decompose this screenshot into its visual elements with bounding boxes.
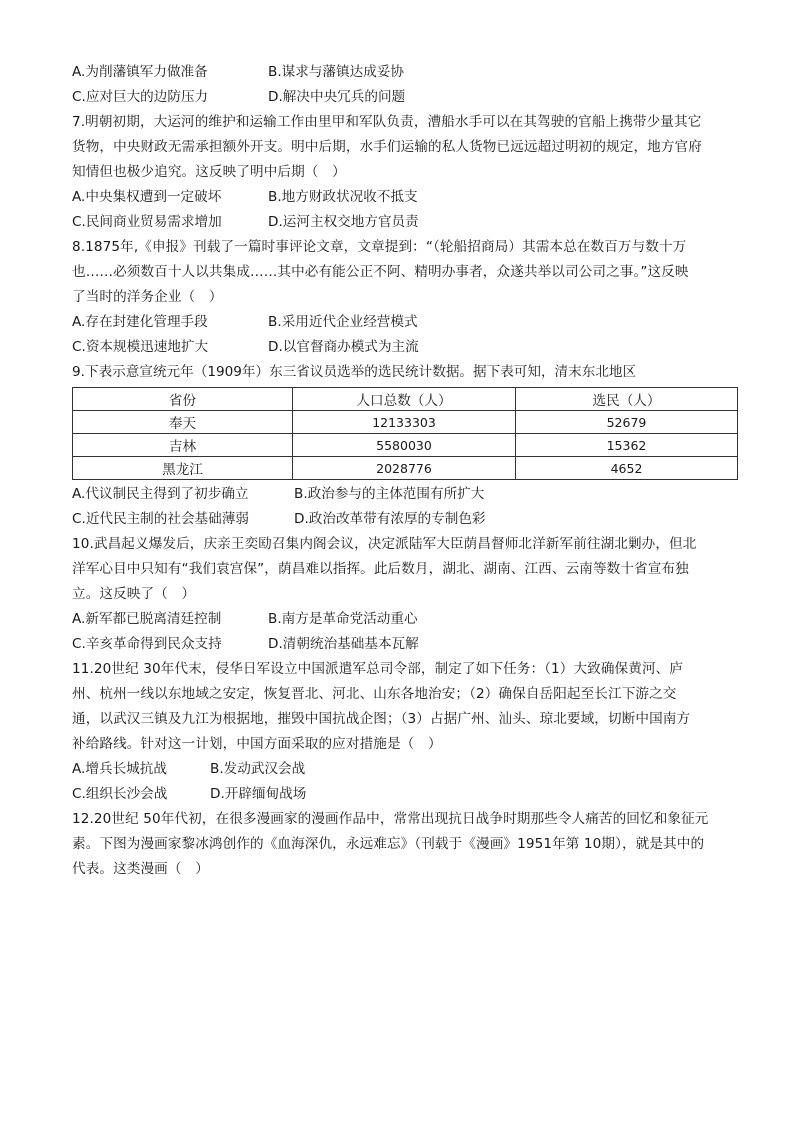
- q6-options-row1: [72, 60, 742, 85]
- q11-options-row2: [72, 782, 742, 807]
- q9-option-c[interactable]: C.近代民主制的社会基础薄弱: [72, 511, 249, 527]
- table-header-row: [73, 388, 738, 411]
- q7-stem-line: 7.明朝初期，大运河的维护和运输工作由里甲和军队负责，漕船水手可以在其驾驶的官船上携带少量其它: [72, 114, 702, 130]
- q6-option-d[interactable]: D.解决中央冗兵的问题: [268, 89, 406, 105]
- q9-option-b[interactable]: B.政治参与的主体范围有所扩大: [294, 486, 485, 502]
- q12-stem: [72, 807, 742, 882]
- q10-stem-line: 立。这反映了（ ）: [72, 586, 196, 602]
- q7-stem: [72, 110, 742, 185]
- table-cell-population: 5580030: [293, 434, 516, 457]
- q8-stem-line: 8.1875年,《申报》刊载了一篇时事评论文章，文章提到：“（轮船招商局）其需本总在数百万与数十万: [72, 239, 687, 255]
- q12-stem-line: 素。下图为漫画家黎冰鸿创作的《血海深仇，永远难忘》（刊载于《漫画》1951年第 10期），就是其中的: [72, 836, 705, 852]
- q8-stem-line: 也……必须数百十人以共集成……其中必有能公正不阿、精明办事者，众遂共举以司公司之事。”这反映: [72, 264, 689, 280]
- q6-option-a[interactable]: A.为削藩镇军力做准备: [72, 64, 208, 80]
- q9-options-row1: [72, 482, 742, 507]
- table-header-voters: 选民（人）: [516, 388, 738, 411]
- q10-stem: [72, 532, 742, 607]
- table-cell-voters: 4652: [516, 457, 738, 480]
- q11-option-a[interactable]: A.增兵长城抗战: [72, 761, 167, 777]
- table-row: [73, 434, 738, 457]
- q9-option-d[interactable]: D.政治改革带有浓厚的专制色彩: [294, 511, 486, 527]
- q8-options-row1: [72, 310, 742, 335]
- table-header-population: 人口总数（人）: [293, 388, 516, 411]
- q10-option-c[interactable]: C.辛亥革命得到民众支持: [72, 636, 222, 652]
- q7-options-row2: [72, 210, 742, 235]
- q9-option-a[interactable]: A.代议制民主得到了初步确立: [72, 486, 249, 502]
- q10-stem-line: 10.武昌起义爆发后，庆亲王奕劻召集内阁会议，决定派陆军大臣荫昌督师北洋新军前往湖北剿办，但北: [72, 536, 697, 552]
- q7-option-b[interactable]: B.地方财政状况收不抵支: [268, 189, 418, 205]
- q8-option-c[interactable]: C.资本规模迅速地扩大: [72, 339, 209, 355]
- q12-stem-line: 12.20世纪 50年代初，在很多漫画家的漫画作品中，常常出现抗日战争时期那些令人痛苦的回忆和象征元: [72, 811, 709, 827]
- table-cell-province: 奉天: [73, 411, 293, 434]
- q10-stem-line: 洋军心目中只知有“我们袁宫保”，荫昌难以指挥。此后数月，湖北、湖南、江西、云南等数十省宣布独: [72, 561, 689, 577]
- q6-option-b[interactable]: B.谋求与藩镇达成妥协: [268, 64, 404, 80]
- q11-option-c[interactable]: C.组织长沙会战: [72, 786, 168, 802]
- q8-option-b[interactable]: B.采用近代企业经营模式: [268, 314, 418, 330]
- table-header-province: 省份: [73, 388, 293, 411]
- table-cell-province: 吉林: [73, 434, 293, 457]
- q9-options-row2: [72, 507, 742, 532]
- table-cell-population: 2028776: [293, 457, 516, 480]
- q11-options-row1: [72, 757, 742, 782]
- q6-options-row2: [72, 85, 742, 110]
- q11-option-b[interactable]: B.发动武汉会战: [210, 761, 306, 777]
- table-row: [73, 411, 738, 434]
- table-row: [73, 457, 738, 480]
- q11-option-d[interactable]: D.开辟缅甸战场: [210, 786, 307, 802]
- q11-stem-line: 通，以武汉三镇及九江为根据地，摧毁中国抗战企图；（3）占据广州、汕头、琼北要域，切断中国南方: [72, 711, 691, 727]
- table-cell-population: 12133303: [293, 411, 516, 434]
- q8-stem: [72, 235, 742, 310]
- q11-stem-line: 州、杭州一线以东地域之安定，恢复晋北、河北、山东各地治安；（2）确保自岳阳起至长江下游之交: [72, 686, 677, 702]
- q11-stem-line: 补给路线。针对这一计划，中国方面采取的应对措施是（ ）: [72, 736, 442, 752]
- q8-option-d[interactable]: D.以官督商办模式为主流: [268, 339, 419, 355]
- exam-page: [72, 60, 742, 882]
- q11-stem-line: 11.20世纪 30年代末，侵华日军设立中国派遣军总司令部，制定了如下任务：（1）大致确保黄河、庐: [72, 661, 684, 677]
- q10-option-d[interactable]: D.清朝统治基础基本瓦解: [268, 636, 419, 652]
- voter-statistics-table: [72, 387, 738, 480]
- table-cell-province: 黑龙江: [73, 457, 293, 480]
- q8-stem-line: 了当时的洋务企业（ ）: [72, 289, 223, 305]
- q10-options-row2: [72, 632, 742, 657]
- q7-options-row1: [72, 185, 742, 210]
- q6-option-c[interactable]: C.应对巨大的边防压力: [72, 89, 209, 105]
- q10-option-a[interactable]: A.新军都已脱离清廷控制: [72, 611, 222, 627]
- q12-stem-line: 代表。这类漫画（ ）: [72, 861, 209, 877]
- q7-option-c[interactable]: C.民间商业贸易需求增加: [72, 214, 222, 230]
- table-cell-voters: 52679: [516, 411, 738, 434]
- q9-stem: 9.下表示意宣统元年（1909年）东三省议员选举的选民统计数据。据下表可知，清末东北地区: [72, 364, 637, 380]
- q7-stem-line: 货物，中央财政无需承担额外开支。明中后期，水手们运输的私人货物已远远超过明初的规定，地方官府: [72, 139, 702, 155]
- q7-stem-line: 知情但也极少追究。这反映了明中后期（ ）: [72, 164, 346, 180]
- q7-option-d[interactable]: D.运河主权交地方官员责: [268, 214, 419, 230]
- q11-stem: [72, 657, 742, 757]
- table-cell-voters: 15362: [516, 434, 738, 457]
- q7-option-a[interactable]: A.中央集权遭到一定破坏: [72, 189, 222, 205]
- q8-options-row2: [72, 335, 742, 360]
- q10-option-b[interactable]: B.南方是革命党活动重心: [268, 611, 418, 627]
- q10-options-row1: [72, 607, 742, 632]
- q8-option-a[interactable]: A.存在封建化管理手段: [72, 314, 208, 330]
